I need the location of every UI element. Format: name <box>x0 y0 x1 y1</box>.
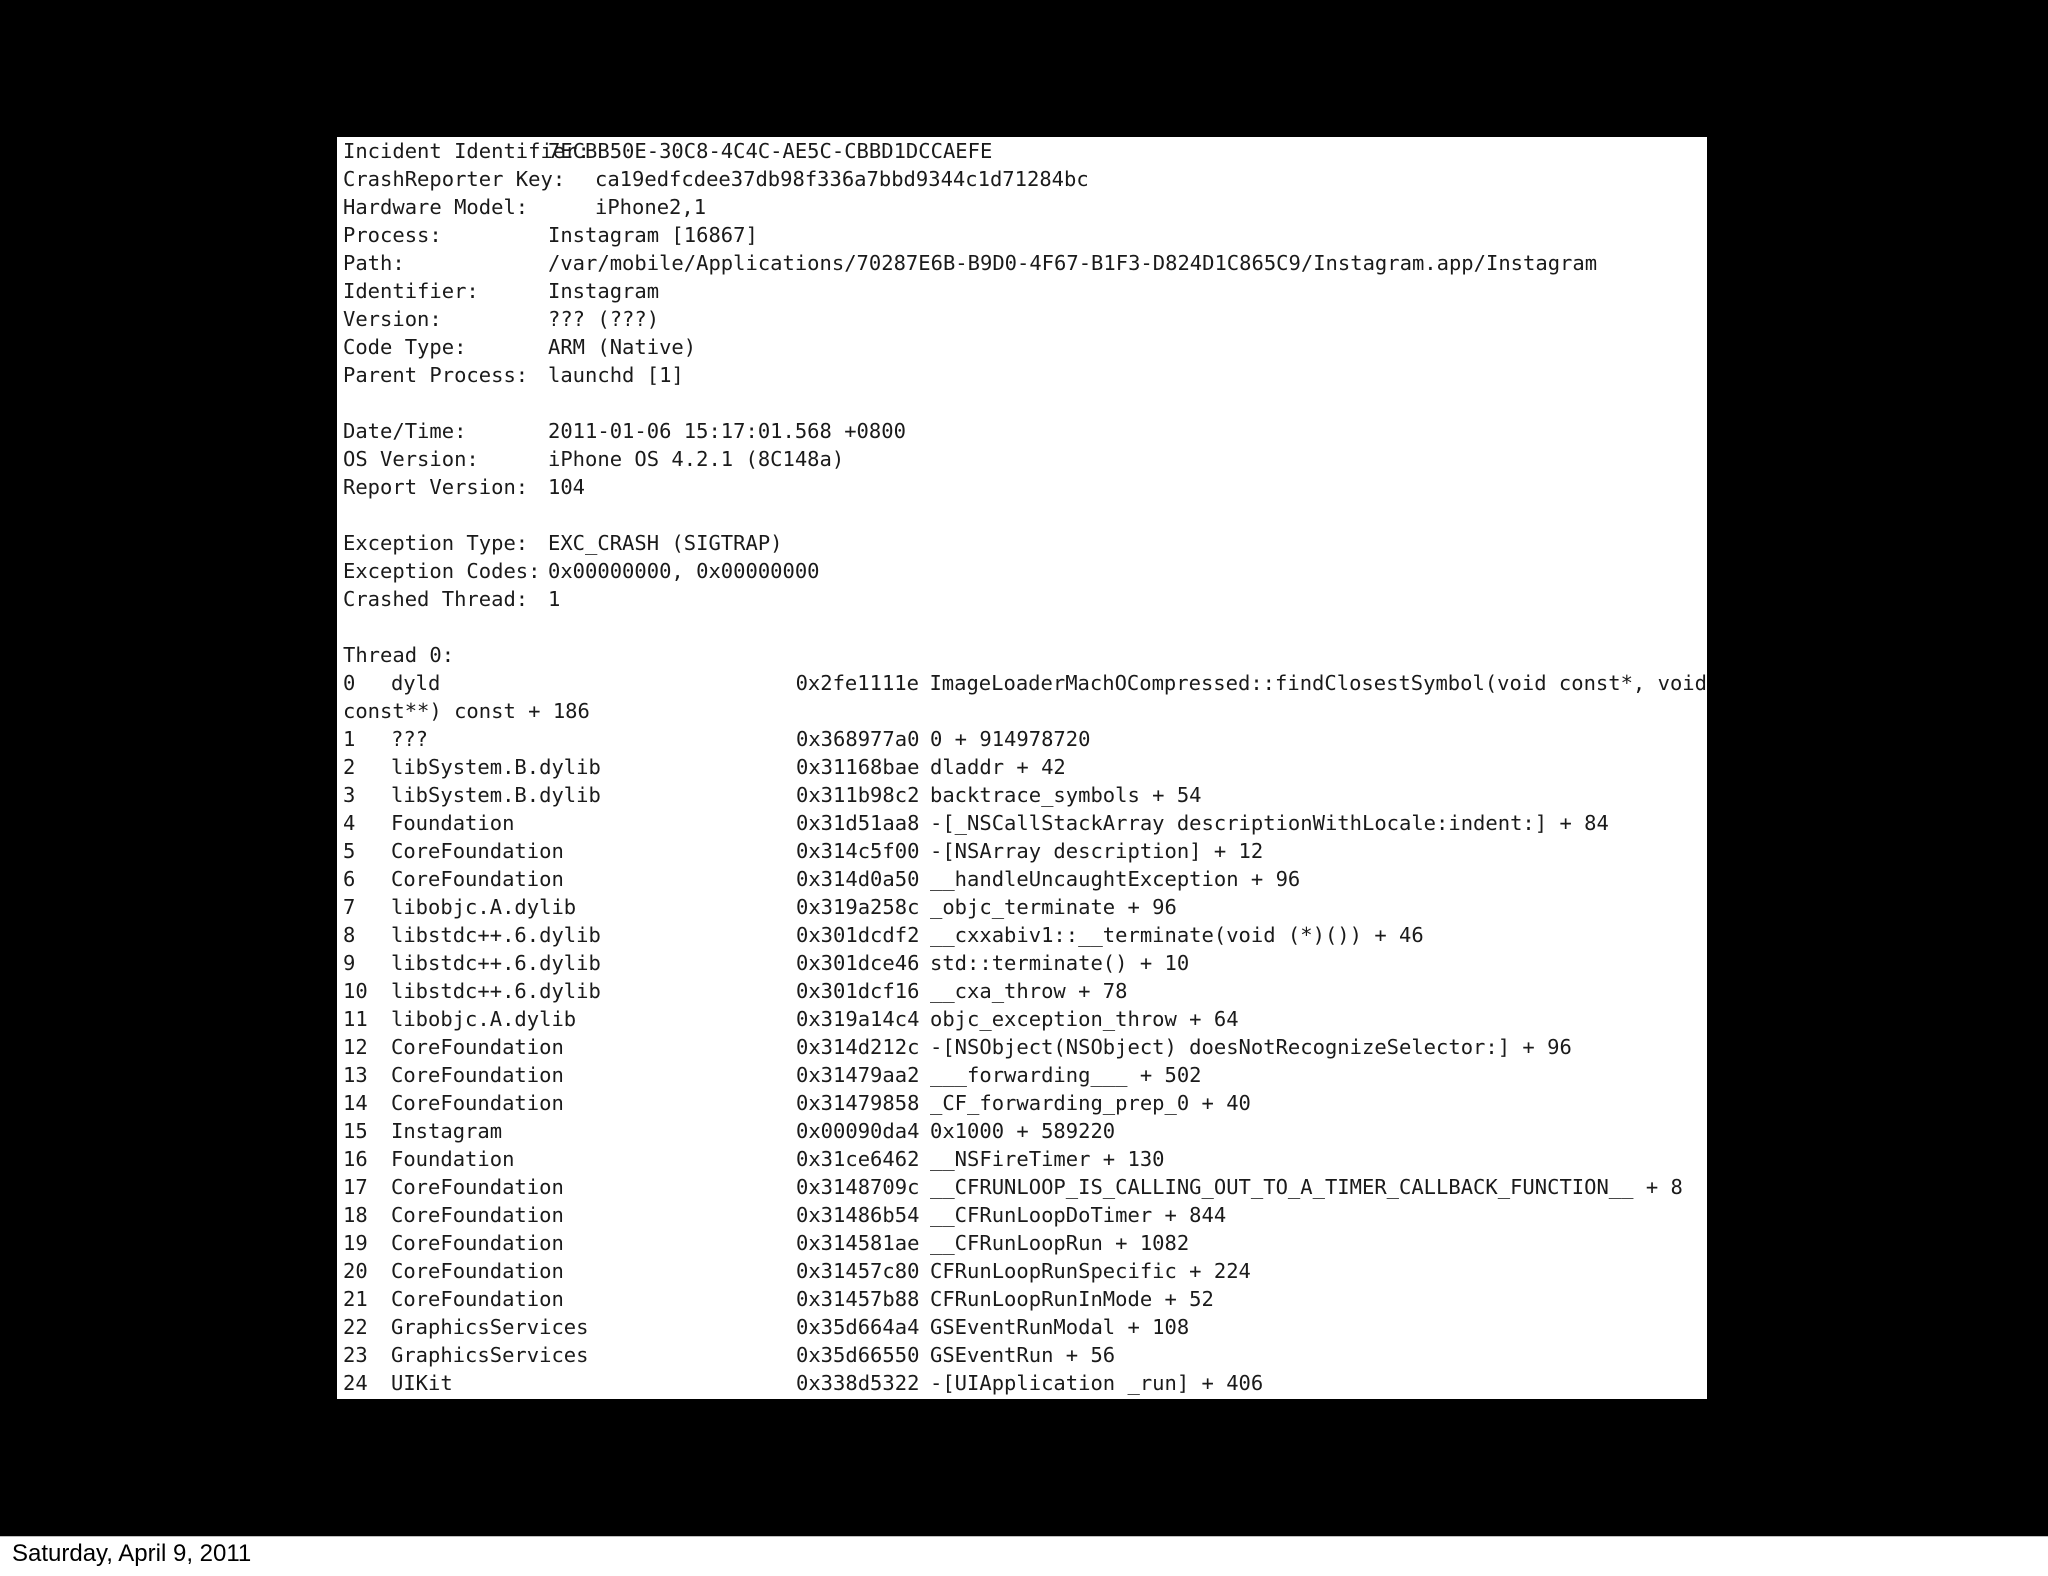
frame-library: CoreFoundation <box>391 1287 564 1311</box>
header-key: CrashReporter Key: <box>343 167 566 191</box>
frame-address: 0x338d5322 <box>796 1371 920 1395</box>
frame-address: 0x368977a0 <box>796 727 920 751</box>
header-row <box>343 361 1707 389</box>
frame-address: 0x31d51aa8 <box>796 811 920 835</box>
stack-frame-row <box>343 669 1707 697</box>
thread-frames <box>343 669 1707 1397</box>
header-key: Code Type: <box>343 335 467 359</box>
frame-library: CoreFoundation <box>391 867 564 891</box>
header-value: launchd [1] <box>548 363 684 387</box>
frame-symbol: CFRunLoopRunInMode + 52 <box>930 1287 1214 1311</box>
frame-address: 0x31486b54 <box>796 1203 920 1227</box>
frame-number: 21 <box>343 1287 368 1311</box>
stack-frame-row <box>343 1229 1707 1257</box>
frame-number: 3 <box>343 783 356 807</box>
header-key: Version: <box>343 307 442 331</box>
frame-address: 0x31479aa2 <box>796 1063 920 1087</box>
frame-number: 20 <box>343 1259 368 1283</box>
frame-library: GraphicsServices <box>391 1343 589 1367</box>
frame-symbol: __NSFireTimer + 130 <box>930 1147 1165 1171</box>
frame-number: 6 <box>343 867 356 891</box>
exception-row <box>343 557 1707 585</box>
stack-frame-row <box>343 837 1707 865</box>
stack-frame-row <box>343 1257 1707 1285</box>
header-row <box>343 137 1707 165</box>
stack-frame-row <box>343 949 1707 977</box>
stack-frame-row <box>343 1285 1707 1313</box>
header-row <box>343 193 1707 221</box>
frame-library: libobjc.A.dylib <box>391 1007 577 1031</box>
frame-library: Instagram <box>391 1119 503 1143</box>
frame-address: 0x31ce6462 <box>796 1147 920 1171</box>
frame-address: 0x314581ae <box>796 1231 920 1255</box>
blank-line <box>343 389 1707 417</box>
stack-frame-row <box>343 1313 1707 1341</box>
stack-frame-row <box>343 1117 1707 1145</box>
stack-frame-row <box>343 865 1707 893</box>
frame-number: 17 <box>343 1175 368 1199</box>
header-key: Process: <box>343 223 442 247</box>
frame-symbol: -[NSObject(NSObject) doesNotRecognizeSelector:] + 96 <box>930 1035 1572 1059</box>
stack-frame-row <box>343 921 1707 949</box>
datetime-row <box>343 417 1707 445</box>
header-value: Instagram [16867] <box>548 223 758 247</box>
frame-address: 0x00090da4 <box>796 1119 920 1143</box>
stack-frame-row <box>343 781 1707 809</box>
frame-library: UIKit <box>391 1371 453 1395</box>
frame-library: libobjc.A.dylib <box>391 895 577 919</box>
header-key: Identifier: <box>343 279 479 303</box>
frame-number: 0 <box>343 671 356 695</box>
frame-number: 4 <box>343 811 356 835</box>
frame-symbol: std::terminate() + 10 <box>930 951 1190 975</box>
header-key: Hardware Model: <box>343 195 529 219</box>
frame-number: 8 <box>343 923 356 947</box>
frame-symbol: _CF_forwarding_prep_0 + 40 <box>930 1091 1251 1115</box>
frame-number: 10 <box>343 979 368 1003</box>
frame-library: libstdc++.6.dylib <box>391 951 601 975</box>
exception-key: Exception Codes: <box>343 559 541 583</box>
exception-row <box>343 529 1707 557</box>
datetime-key: Date/Time: <box>343 419 467 443</box>
frame-library: dyld <box>390 671 441 695</box>
crash-report-text <box>337 137 1707 1397</box>
report-header-section <box>343 137 1707 389</box>
header-value: iPhone2,1 <box>595 195 707 219</box>
header-value: /var/mobile/Applications/70287E6B-B9D0-4F67-B1F3-D824D1C865C9/Instagram.app/Instagram <box>548 251 1598 275</box>
frame-number: 14 <box>343 1091 368 1115</box>
stack-frame-row <box>343 1061 1707 1089</box>
frame-number: 11 <box>343 1007 368 1031</box>
frame-number: 9 <box>343 951 356 975</box>
header-key: Path: <box>343 251 405 275</box>
frame-symbol: __CFRunLoopDoTimer + 844 <box>930 1203 1227 1227</box>
frame-library: CoreFoundation <box>391 1259 564 1283</box>
frame-number: 5 <box>343 839 356 863</box>
frame-symbol: -[_NSCallStackArray descriptionWithLocale:indent:] + 84 <box>930 811 1609 835</box>
stack-frame-row <box>343 1005 1707 1033</box>
frame-library: CoreFoundation <box>391 1175 564 1199</box>
stack-frame-row <box>343 1089 1707 1117</box>
header-key: Incident Identifier: <box>343 139 590 163</box>
frame-number: 13 <box>343 1063 368 1087</box>
frame-number: 19 <box>343 1231 368 1255</box>
frame-library: CoreFoundation <box>391 1063 564 1087</box>
stack-frame-row <box>343 1201 1707 1229</box>
header-row <box>343 305 1707 333</box>
exception-value: EXC_CRASH (SIGTRAP) <box>548 531 783 555</box>
frame-address: 0x31479858 <box>796 1091 920 1115</box>
frame-address: 0x319a258c <box>796 895 920 919</box>
frame-symbol: ImageLoaderMachOCompressed::findClosestSymbol(void const*, void <box>929 671 1707 695</box>
frame-symbol: 0 + 914978720 <box>930 727 1091 751</box>
frame-symbol: GSEventRun + 56 <box>930 1343 1116 1367</box>
header-value: ??? (???) <box>548 307 660 331</box>
frame-library: Foundation <box>391 811 515 835</box>
frame-library: libstdc++.6.dylib <box>391 923 601 947</box>
blank-line <box>343 613 1707 641</box>
stack-frame-row <box>343 1033 1707 1061</box>
exception-value: 0x00000000, 0x00000000 <box>548 559 820 583</box>
frame-library: CoreFoundation <box>391 1203 564 1227</box>
frame-symbol: backtrace_symbols + 54 <box>930 783 1202 807</box>
frame-address: 0x31168bae <box>796 755 920 779</box>
frame-address: 0x2fe1111e <box>795 671 919 695</box>
frame-address: 0x311b98c2 <box>796 783 920 807</box>
thread-title: Thread 0: <box>343 643 455 667</box>
header-row <box>343 221 1707 249</box>
stack-frame-row <box>343 1173 1707 1201</box>
frame-symbol: 0x1000 + 589220 <box>930 1119 1116 1143</box>
frame-library: CoreFoundation <box>391 1231 564 1255</box>
frame-library: CoreFoundation <box>391 1035 564 1059</box>
frame-symbol: ___forwarding___ + 502 <box>930 1063 1202 1087</box>
stack-frame-row <box>343 893 1707 921</box>
frame-symbol: dladdr + 42 <box>930 755 1066 779</box>
datetime-value: 104 <box>548 475 586 499</box>
stack-frame-row <box>343 809 1707 837</box>
stack-frame-row <box>343 1369 1707 1397</box>
crash-report-panel <box>337 137 1707 1399</box>
frame-library: CoreFoundation <box>391 1091 564 1115</box>
frame-symbol: objc_exception_throw + 64 <box>930 1007 1239 1031</box>
datetime-row <box>343 445 1707 473</box>
frame-number: 24 <box>343 1371 368 1395</box>
frame-library: Foundation <box>391 1147 515 1171</box>
datetime-row <box>343 473 1707 501</box>
frame-library: libSystem.B.dylib <box>391 755 601 779</box>
frame-number: 22 <box>343 1315 368 1339</box>
header-value: ARM (Native) <box>548 335 697 359</box>
header-value: ca19edfcdee37db98f336a7bbd9344c1d71284bc <box>595 167 1089 191</box>
frame-number: 12 <box>343 1035 368 1059</box>
frame-number: 2 <box>343 755 356 779</box>
header-value: Instagram <box>548 279 660 303</box>
frame-symbol: GSEventRunModal + 108 <box>930 1315 1190 1339</box>
footer-date: Saturday, April 9, 2011 <box>12 1540 252 1567</box>
frame-symbol: __handleUncaughtException + 96 <box>930 867 1301 891</box>
frame-number: 15 <box>343 1119 368 1143</box>
frame-symbol: -[UIApplication _run] + 406 <box>930 1371 1264 1395</box>
frame-library: CoreFoundation <box>391 839 564 863</box>
frame-address: 0x314d0a50 <box>796 867 920 891</box>
frame-number: 23 <box>343 1343 368 1367</box>
header-row <box>343 165 1707 193</box>
exception-row <box>343 585 1707 613</box>
datetime-key: OS Version: <box>343 447 479 471</box>
frame-symbol: __CFRunLoopRun + 1082 <box>930 1231 1190 1255</box>
frame-address: 0x35d66550 <box>796 1343 920 1367</box>
frame-address: 0x35d664a4 <box>796 1315 920 1339</box>
frame-number: 1 <box>343 727 356 751</box>
frame-address: 0x319a14c4 <box>796 1007 920 1031</box>
frame-address: 0x301dcf16 <box>796 979 920 1003</box>
frame-address: 0x31457b88 <box>796 1287 920 1311</box>
frame-address: 0x301dce46 <box>796 951 920 975</box>
datetime-value: iPhone OS 4.2.1 (8C148a) <box>548 447 845 471</box>
frame-symbol: CFRunLoopRunSpecific + 224 <box>930 1259 1251 1283</box>
frame-address: 0x314c5f00 <box>796 839 920 863</box>
thread-section <box>343 641 1707 1397</box>
exception-section <box>343 529 1707 613</box>
header-row <box>343 333 1707 361</box>
stack-frame-row <box>343 725 1707 753</box>
frame-address: 0x31457c80 <box>796 1259 920 1283</box>
footer-bar <box>0 1536 2048 1576</box>
frame-number: 18 <box>343 1203 368 1227</box>
frame-address: 0x301dcdf2 <box>796 923 920 947</box>
frame-number: 7 <box>343 895 356 919</box>
stack-frame-row <box>343 977 1707 1005</box>
header-row <box>343 249 1707 277</box>
frame-symbol: __CFRUNLOOP_IS_CALLING_OUT_TO_A_TIMER_CALLBACK_FUNCTION__ + 8 <box>930 1175 1683 1199</box>
frame-address: 0x3148709c <box>796 1175 920 1199</box>
frame-library: libstdc++.6.dylib <box>391 979 601 1003</box>
exception-value: 1 <box>548 587 561 611</box>
frame-number: 16 <box>343 1147 368 1171</box>
frame-library: ??? <box>391 727 429 751</box>
frame-symbol: __cxa_throw + 78 <box>930 979 1128 1003</box>
frame-symbol: -[NSArray description] + 12 <box>930 839 1264 863</box>
header-value: 7ECBB50E-30C8-4C4C-AE5C-CBBD1DCCAEFE <box>548 139 993 163</box>
frame-address: 0x314d212c <box>796 1035 920 1059</box>
datetime-section <box>343 417 1707 501</box>
frame-symbol: _objc_terminate + 96 <box>930 895 1177 919</box>
stack-frame-row <box>343 1145 1707 1173</box>
stack-frame-row <box>343 1341 1707 1369</box>
frame-library: GraphicsServices <box>391 1315 589 1339</box>
stack-frame-continuation: const**) const + 186 <box>343 699 590 723</box>
exception-key: Exception Type: <box>343 531 529 555</box>
header-row <box>343 277 1707 305</box>
stack-frame-row <box>343 753 1707 781</box>
exception-key: Crashed Thread: <box>343 587 529 611</box>
header-key: Parent Process: <box>343 363 529 387</box>
frame-library: libSystem.B.dylib <box>391 783 601 807</box>
datetime-value: 2011-01-06 15:17:01.568 +0800 <box>548 419 906 443</box>
datetime-key: Report Version: <box>343 475 529 499</box>
blank-line <box>343 501 1707 529</box>
frame-symbol: __cxxabiv1::__terminate(void (*)()) + 46 <box>930 923 1424 947</box>
